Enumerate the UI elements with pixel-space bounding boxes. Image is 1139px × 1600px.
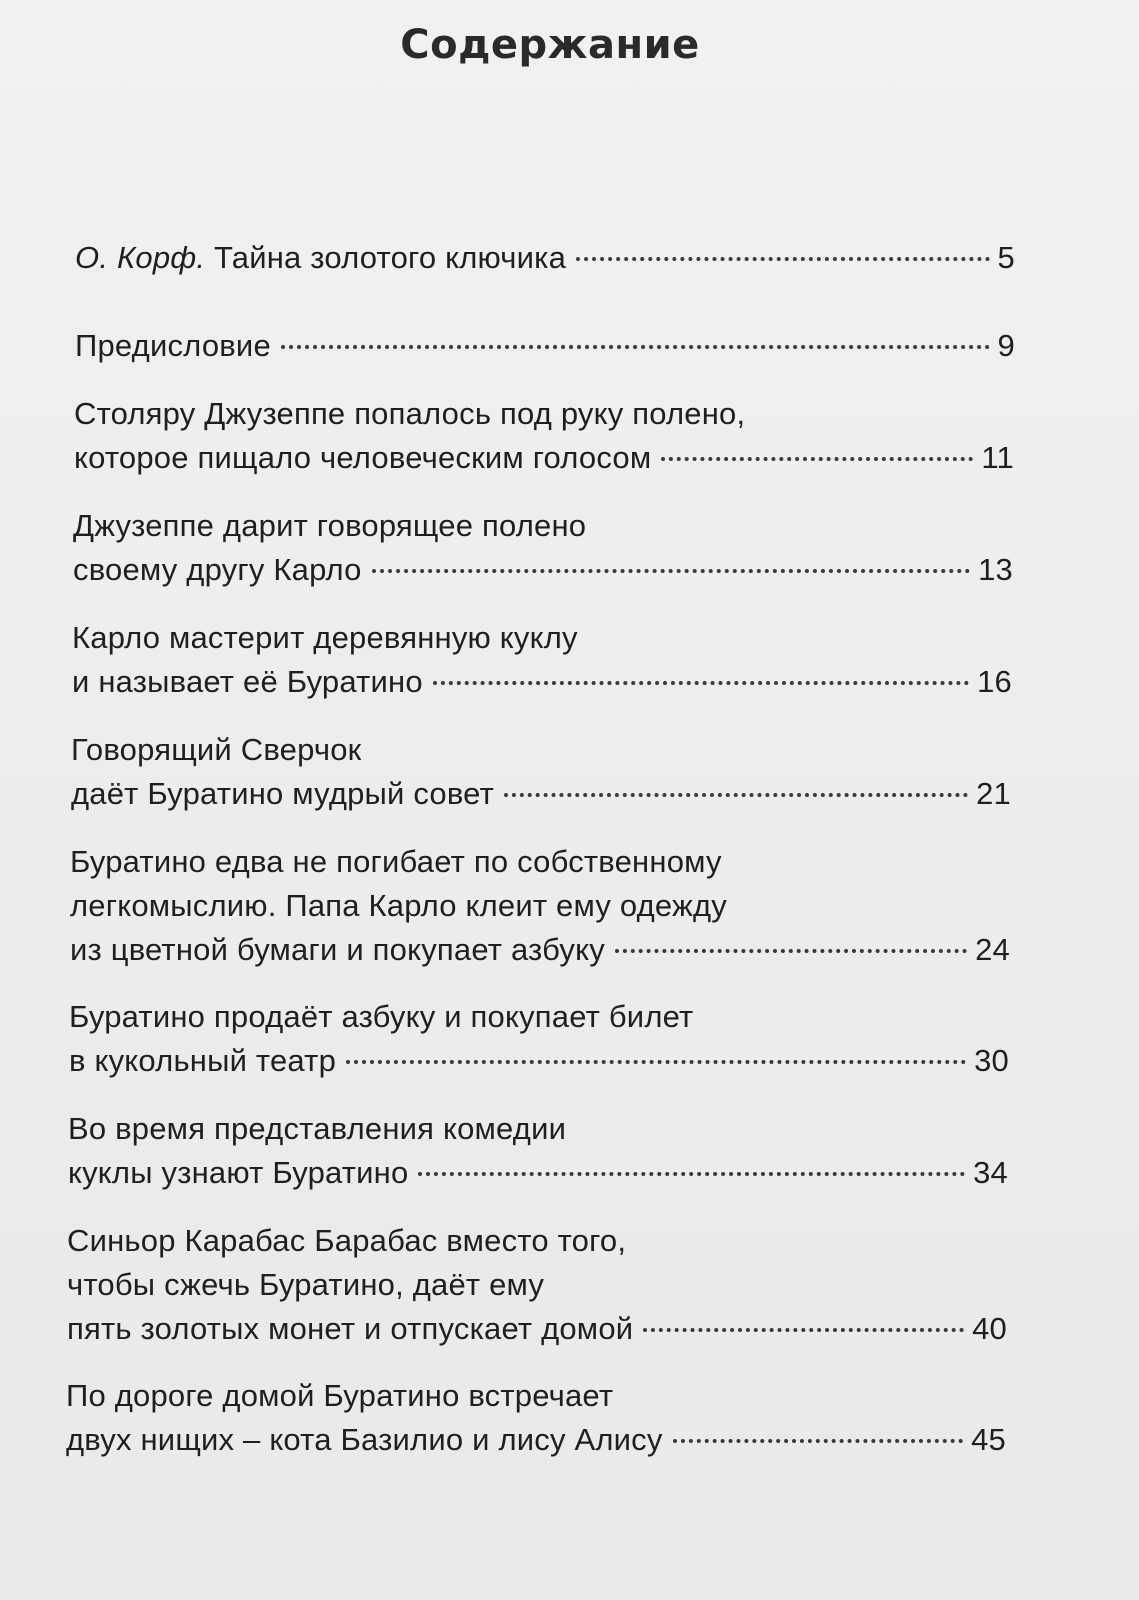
leader-dots: [643, 1328, 964, 1332]
entry-title-line: Столяру Джузеппе попалось под руку полено,: [74, 396, 746, 431]
leader-dots: [418, 1172, 965, 1176]
entry-title-line: куклы узнают Буратино: [68, 1155, 409, 1190]
entry-title-line: Карло мастерит деревянную куклу: [72, 620, 578, 655]
entry-title-line: По дороге домой Буратино встречает: [66, 1378, 614, 1413]
entry-page-number: 11: [981, 440, 1014, 475]
leader-dots: [615, 949, 967, 953]
leader-dots: [372, 569, 971, 573]
entry-title-line: чтобы сжечь Буратино, даёт ему: [67, 1267, 545, 1302]
entry-title-line: которое пищало человеческим голосом: [74, 440, 652, 475]
toc-entry: [75, 236, 1015, 280]
entry-page-number: 40: [972, 1311, 1007, 1346]
leader-dots: [433, 681, 969, 685]
entry-title-line: в кукольный театр: [69, 1043, 337, 1078]
entry-title-line: из цветной бумаги и покупает азбуку: [70, 932, 605, 967]
page-title: Содержание: [400, 22, 700, 68]
entry-page-number: 24: [975, 932, 1010, 967]
leader-dots: [661, 457, 973, 461]
entry-title-line: даёт Буратино мудрый совет: [71, 776, 494, 811]
entry-title-line: Предисловие: [75, 328, 271, 363]
entry-title-line: Буратино продаёт азбуку и покупает билет: [69, 999, 694, 1034]
entry-title-line: своему другу Карло: [73, 552, 362, 587]
entry-page-number: 21: [976, 776, 1011, 811]
entry-author: О. Корф.: [75, 240, 206, 275]
toc-entry: [67, 1219, 1007, 1351]
toc-entry: [73, 504, 1013, 592]
entry-title-line: двух нищих – кота Базилио и лису Алису: [66, 1422, 663, 1457]
entry-title-line: Буратино едва не погибает по собственному: [70, 844, 722, 879]
leader-dots: [576, 257, 990, 261]
entry-title-line: пять золотых монет и отпускает домой: [67, 1311, 634, 1346]
entry-title-line: Синьор Карабас Барабас вместо того,: [67, 1223, 627, 1258]
toc-entry: [75, 324, 1015, 368]
toc-entry: [74, 392, 1014, 480]
leader-dots: [281, 345, 990, 349]
entry-title-line: Джузеппе дарит говорящее полено: [73, 508, 587, 543]
toc-entry: [69, 995, 1009, 1083]
toc-entry: [70, 840, 1010, 972]
entry-page-number: 5: [997, 240, 1015, 275]
entry-page-number: 30: [974, 1043, 1009, 1078]
entry-title-line: Говорящий Сверчок: [71, 732, 362, 767]
entry-title-line: легкомыслию. Папа Карло клеит ему одежду: [70, 888, 727, 923]
leader-dots: [673, 1439, 964, 1443]
toc-entry: [71, 728, 1011, 816]
entry-page-number: 16: [977, 664, 1012, 699]
entry-title-line: Во время представления комедии: [68, 1111, 567, 1146]
entry-title-line: Тайна золотого ключика: [214, 240, 567, 275]
toc-entry: [68, 1107, 1008, 1195]
entry-page-number: 9: [997, 328, 1015, 363]
leader-dots: [346, 1060, 966, 1064]
entry-page-number: 13: [978, 552, 1013, 587]
toc-entry: [72, 616, 1012, 704]
entry-page-number: 45: [971, 1422, 1006, 1457]
leader-dots: [504, 793, 968, 797]
toc-entry: [66, 1374, 1006, 1462]
entry-page-number: 34: [973, 1155, 1008, 1190]
entry-title-line: и называет её Буратино: [72, 664, 423, 699]
